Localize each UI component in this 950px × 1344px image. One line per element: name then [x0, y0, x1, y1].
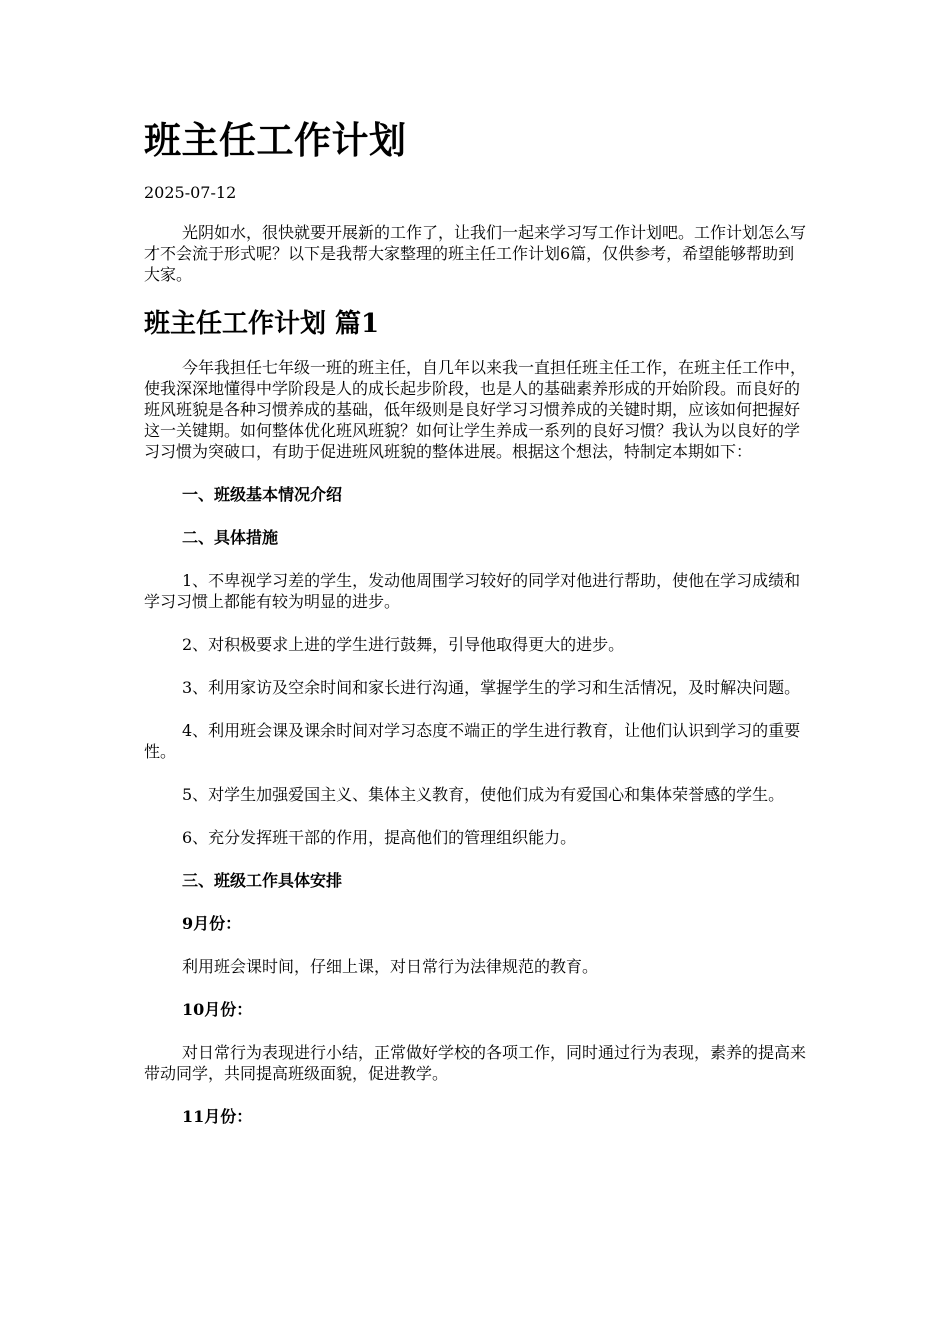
page-title: 班主任工作计划	[144, 118, 407, 162]
publish-date: 2025-07-12	[144, 183, 237, 202]
measure-item: 2、对积极要求上进的学生进行鼓舞，引导他取得更大的进步。	[182, 635, 625, 654]
measure-item: 3、利用家访及空余时间和家长进行沟通，掌握学生的学习和生活情况，及时解决问题。	[182, 678, 801, 697]
intro-paragraph: 光阴如水，很快就要开展新的工作了，让我们一起来学习写工作计划吧。工作计划怎么写才不会流于形式呢？以下是我帮大家整理的班主任工作计划6篇，仅供参考，希望能够帮助到大家。	[144, 223, 807, 284]
month-label-october: 10月份：	[182, 1000, 253, 1019]
measure-item: 5、对学生加强爱国主义、集体主义教育，使他们成为有爱国心和集体荣誉感的学生。	[182, 785, 785, 804]
measure-item: 4、利用班会课及课余时间对学习态度不端正的学生进行教育，让他们认识到学习的重要性。	[144, 721, 801, 761]
subheading-arrangement: 三、班级工作具体安排	[182, 871, 343, 890]
measure-item: 6、充分发挥班干部的作用，提高他们的管理组织能力。	[182, 828, 577, 847]
subheading-measures: 二、具体措施	[182, 528, 279, 547]
document-content	[144, 116, 806, 1127]
section-heading: 班主任工作计划 篇1	[144, 309, 380, 339]
month-label-september: 9月份：	[182, 914, 242, 933]
section-lead-paragraph: 今年我担任七年级一班的班主任，自几年以来我一直担任班主任工作，在班主任工作中，使我深深地懂得中学阶段是人的成长起步阶段，也是人的基础素养形成的开始阶段。而良好的班风班貌是各种习惯养成的基础，低年级则是良好学习习惯养成的关键时期，应该如何把握好这一关键期。如何整体优化班风班貌？如何让学生养成一系列的良好习惯？我认为以良好的学习习惯为突破口，有助于促进班风班貌的整体进展。根据这个想法，特制定本期如下：	[144, 358, 807, 461]
month-text-september: 利用班会课时间，仔细上课，对日常行为法律规范的教育。	[182, 957, 599, 976]
subheading-class-overview: 一、班级基本情况介绍	[182, 485, 343, 504]
month-label-november: 11月份：	[182, 1107, 253, 1126]
measure-item: 1、不卑视学习差的学生，发动他周围学习较好的同学对他进行帮助，使他在学习成绩和学习习惯上都能有较为明显的进步。	[144, 571, 801, 611]
month-text-october: 对日常行为表现进行小结，正常做好学校的各项工作，同时通过行为表现，素养的提高来带动同学，共同提高班级面貌，促进教学。	[144, 1043, 807, 1083]
